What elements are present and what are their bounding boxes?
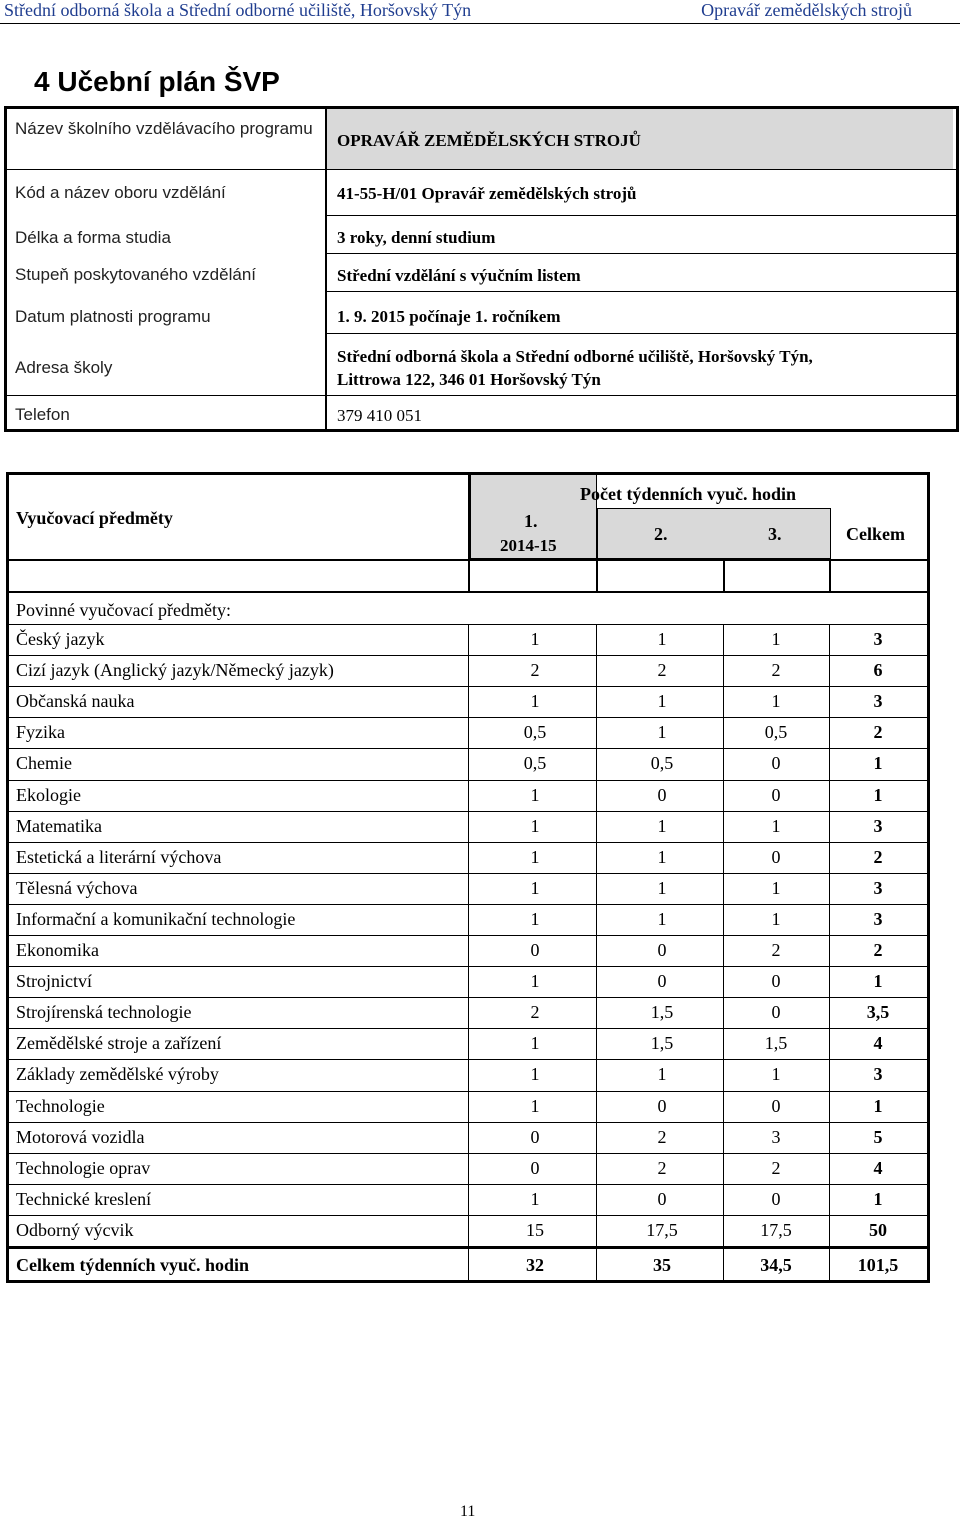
- subject-hours-y3: 0: [771, 784, 781, 805]
- subject-hours-y2: 17,5: [646, 1219, 678, 1240]
- subject-hours-y2: 1: [657, 1064, 667, 1085]
- header-program-name: Opravář zemědělských strojů: [701, 0, 912, 20]
- page-header: [0, 0, 960, 24]
- subject-total-hours: 5: [873, 1126, 883, 1147]
- subject-total-hours: 3: [873, 877, 883, 898]
- subject-hours-y1: 0,5: [523, 753, 547, 774]
- subject-hours-y2: 0: [657, 971, 667, 992]
- subject-total-hours: 4: [873, 1033, 883, 1054]
- subject-hours-y3: 0: [771, 971, 781, 992]
- total-row-label: Celkem týdenních vyuč. hodin: [16, 1255, 250, 1275]
- section-title: 4 Učební plán ŠVP: [34, 66, 280, 97]
- subject-hours-y3: 0: [771, 1188, 781, 1209]
- subject-name: Informační a komunikační technologie: [16, 908, 296, 929]
- subject-hours-y2: 2: [657, 660, 667, 681]
- subject-hours-y3: 1: [771, 691, 781, 712]
- table-bottom-border: [6, 1280, 930, 1283]
- subject-hours-y1: 1: [530, 784, 540, 805]
- subject-hours-y3: 0: [771, 846, 781, 867]
- subject-name: Motorová vozidla: [16, 1126, 145, 1147]
- hours-header: Počet týdenních vyuč. hodin: [580, 484, 797, 504]
- subject-total-hours: 1: [873, 753, 883, 774]
- table-vline: [596, 561, 598, 592]
- table-left-border: [6, 472, 9, 592]
- subject-name: Tělesná výchova: [16, 877, 138, 898]
- total-row-total: 101,5: [857, 1255, 899, 1275]
- subject-hours-y1: 1: [530, 1188, 540, 1209]
- subject-hours-y3: 0,5: [764, 722, 788, 743]
- subject-hours-y1: 2: [530, 660, 540, 681]
- table-vline: [596, 624, 597, 1280]
- table-right-border: [927, 624, 930, 1283]
- info-value-duration: 3 roky, denní studium: [337, 228, 496, 247]
- mandatory-subjects-label: Povinné vyučovací předměty:: [16, 600, 231, 620]
- subject-hours-y1: 1: [530, 846, 540, 867]
- info-label-code: Kód a název oboru vzdělání: [15, 183, 226, 202]
- info-label-validity: Datum platnosti programu: [15, 307, 211, 326]
- info-row-divider: [327, 215, 956, 216]
- subject-hours-y2: 2: [657, 1126, 667, 1147]
- table-vline: [829, 561, 831, 592]
- info-value-level: Střední vzdělání s výučním listem: [337, 266, 581, 285]
- total-row-y3: 34,5: [760, 1255, 792, 1275]
- subject-hours-y2: 1: [657, 846, 667, 867]
- subject-name: Strojírenská technologie: [16, 1002, 192, 1023]
- info-row-divider: [7, 395, 956, 396]
- year1-header-label: 1.: [524, 511, 538, 531]
- subject-hours-y1: 1: [530, 629, 540, 649]
- total-row-y1: 32: [526, 1255, 544, 1275]
- year2-header-label: 2.: [654, 524, 668, 544]
- subject-total-hours: 4: [873, 1157, 883, 1178]
- total-header-label: Celkem: [846, 524, 905, 544]
- subject-name: Estetická a literární výchova: [16, 846, 222, 867]
- subject-name: Technické kreslení: [16, 1188, 152, 1209]
- subject-name: Český jazyk: [16, 629, 105, 649]
- subject-hours-y1: 0,5: [523, 722, 547, 743]
- subject-hours-y1: 0: [530, 1126, 540, 1147]
- page-number: 11: [460, 1503, 476, 1520]
- subject-total-hours: 2: [873, 846, 883, 867]
- subject-hours-y1: 1: [530, 971, 540, 992]
- info-value-address-line1: Střední odborná škola a Střední odborné učiliště, Horšovský Týn,: [337, 347, 813, 366]
- subject-name: Matematika: [16, 815, 102, 836]
- subject-hours-y3: 3: [771, 1126, 781, 1147]
- info-value-phone: 379 410 051: [337, 406, 422, 425]
- subject-hours-y1: 0: [530, 1157, 540, 1178]
- subject-hours-y2: 0: [657, 1095, 667, 1116]
- subject-hours-y2: 1,5: [650, 1033, 674, 1054]
- info-value-program-name: OPRAVÁŘ ZEMĚDĚLSKÝCH STROJŮ: [337, 131, 641, 150]
- subject-hours-y3: 1: [771, 908, 781, 929]
- subject-hours-y3: 1: [771, 629, 781, 649]
- table-vline: [468, 624, 469, 1280]
- subject-name: Ekonomika: [16, 940, 99, 960]
- info-label-address: Adresa školy: [15, 358, 113, 377]
- subject-hours-y3: 1: [771, 877, 781, 898]
- subject-hours-y2: 1: [657, 722, 667, 743]
- info-label-level: Stupeň poskytovaného vzdělání: [15, 265, 257, 284]
- subject-name: Cizí jazyk (Anglický jazyk/Německý jazyk): [16, 660, 334, 681]
- year1-school-year: 2014-15: [500, 536, 557, 555]
- subject-name: Technologie: [16, 1095, 105, 1116]
- table-hline: [6, 591, 930, 593]
- subject-hours-y3: 1,5: [764, 1033, 788, 1054]
- subject-hours-y1: 1: [530, 815, 540, 836]
- info-row-divider: [327, 253, 956, 254]
- table-right-border: [927, 591, 930, 624]
- table-vline: [723, 561, 725, 592]
- subject-total-hours: 3: [873, 1064, 883, 1085]
- subject-hours-y3: 1: [771, 1064, 781, 1085]
- subject-hours-y3: 2: [771, 660, 781, 681]
- year2-3-header-cell: [597, 508, 831, 559]
- subject-total-hours: 3: [873, 908, 883, 929]
- subject-hours-y3: 0: [771, 1095, 781, 1116]
- subject-hours-y1: 1: [530, 1033, 540, 1054]
- info-label-phone: Telefon: [15, 405, 70, 424]
- subject-hours-y3: 0: [771, 753, 781, 774]
- subject-hours-y3: 2: [771, 1157, 781, 1178]
- subject-hours-y3: 17,5: [760, 1219, 792, 1240]
- subject-total-hours: 3: [873, 629, 883, 649]
- subject-total-hours: 1: [873, 784, 883, 805]
- subject-hours-y2: 1: [657, 629, 667, 649]
- subject-hours-y2: 1: [657, 691, 667, 712]
- info-value-address-line2: Littrowa 122, 346 01 Horšovský Týn: [337, 370, 601, 389]
- year3-header-label: 3.: [768, 524, 782, 544]
- subject-name: Chemie: [16, 753, 72, 774]
- subject-name: Občanská nauka: [16, 691, 135, 712]
- subject-total-hours: 1: [873, 971, 883, 992]
- info-label-duration: Délka a forma studia: [15, 228, 171, 247]
- program-info-table: [4, 106, 959, 432]
- subject-hours-y2: 0: [657, 784, 667, 805]
- subject-total-hours: 1: [873, 1188, 883, 1209]
- subject-total-hours: 3,5: [866, 1002, 890, 1023]
- subject-hours-y2: 0,5: [650, 753, 674, 774]
- subject-total-hours: 3: [873, 691, 883, 712]
- subject-hours-y1: 1: [530, 877, 540, 898]
- info-row-divider: [7, 169, 956, 170]
- table-vline: [723, 624, 724, 1280]
- subject-hours-y2: 0: [657, 1188, 667, 1209]
- table-vline: [829, 624, 830, 1280]
- subject-name: Strojnictví: [16, 971, 92, 992]
- info-row-divider: [327, 291, 956, 292]
- subject-total-hours: 2: [873, 940, 883, 960]
- info-label-program-name: Název školního vzdělávacího programu: [15, 119, 313, 138]
- subject-hours-y2: 0: [657, 940, 667, 960]
- subject-total-hours: 3: [873, 815, 883, 836]
- info-row-divider: [327, 333, 956, 334]
- info-column-divider: [325, 109, 327, 429]
- subject-hours-y3: 2: [771, 940, 781, 960]
- subject-name: Technologie oprav: [16, 1157, 151, 1178]
- subject-hours-y3: 1: [771, 815, 781, 836]
- subject-hours-y1: 15: [526, 1219, 544, 1240]
- subject-total-hours: 50: [869, 1219, 887, 1240]
- table-left-border: [6, 624, 9, 1283]
- total-row-y2: 35: [653, 1255, 671, 1275]
- subject-total-hours: 2: [873, 722, 883, 743]
- subject-hours-y1: 0: [530, 940, 540, 960]
- header-school-name: Střední odborná škola a Střední odborné učiliště, Horšovský Týn: [4, 0, 472, 20]
- subjects-column-header: Vyučovací předměty: [16, 508, 173, 528]
- table-vline: [468, 474, 470, 592]
- subject-hours-y2: 1: [657, 877, 667, 898]
- subject-hours-y2: 1: [657, 815, 667, 836]
- subject-name: Základy zemědělské výroby: [16, 1064, 219, 1085]
- table-right-border: [927, 472, 930, 592]
- subject-hours-y2: 1: [657, 908, 667, 929]
- subject-name: Zemědělské stroje a zařízení: [16, 1033, 222, 1054]
- subject-hours-y1: 1: [530, 1064, 540, 1085]
- subject-hours-y1: 2: [530, 1002, 540, 1023]
- subject-name: Fyzika: [16, 722, 65, 743]
- info-value-validity: 1. 9. 2015 počínaje 1. ročníkem: [337, 307, 561, 326]
- subject-hours-y3: 0: [771, 1002, 781, 1023]
- subject-hours-y1: 1: [530, 691, 540, 712]
- subject-name: Odborný výcvik: [16, 1219, 134, 1240]
- info-value-code: 41-55-H/01 Opravář zemědělských strojů: [337, 184, 637, 203]
- subject-name: Ekologie: [16, 784, 81, 805]
- subject-hours-y2: 1,5: [650, 1002, 674, 1023]
- subject-total-hours: 6: [873, 660, 883, 681]
- table-left-border: [6, 591, 9, 624]
- subject-hours-y2: 2: [657, 1157, 667, 1178]
- subject-hours-y1: 1: [530, 1095, 540, 1116]
- subject-total-hours: 1: [873, 1095, 883, 1116]
- subject-hours-y1: 1: [530, 908, 540, 929]
